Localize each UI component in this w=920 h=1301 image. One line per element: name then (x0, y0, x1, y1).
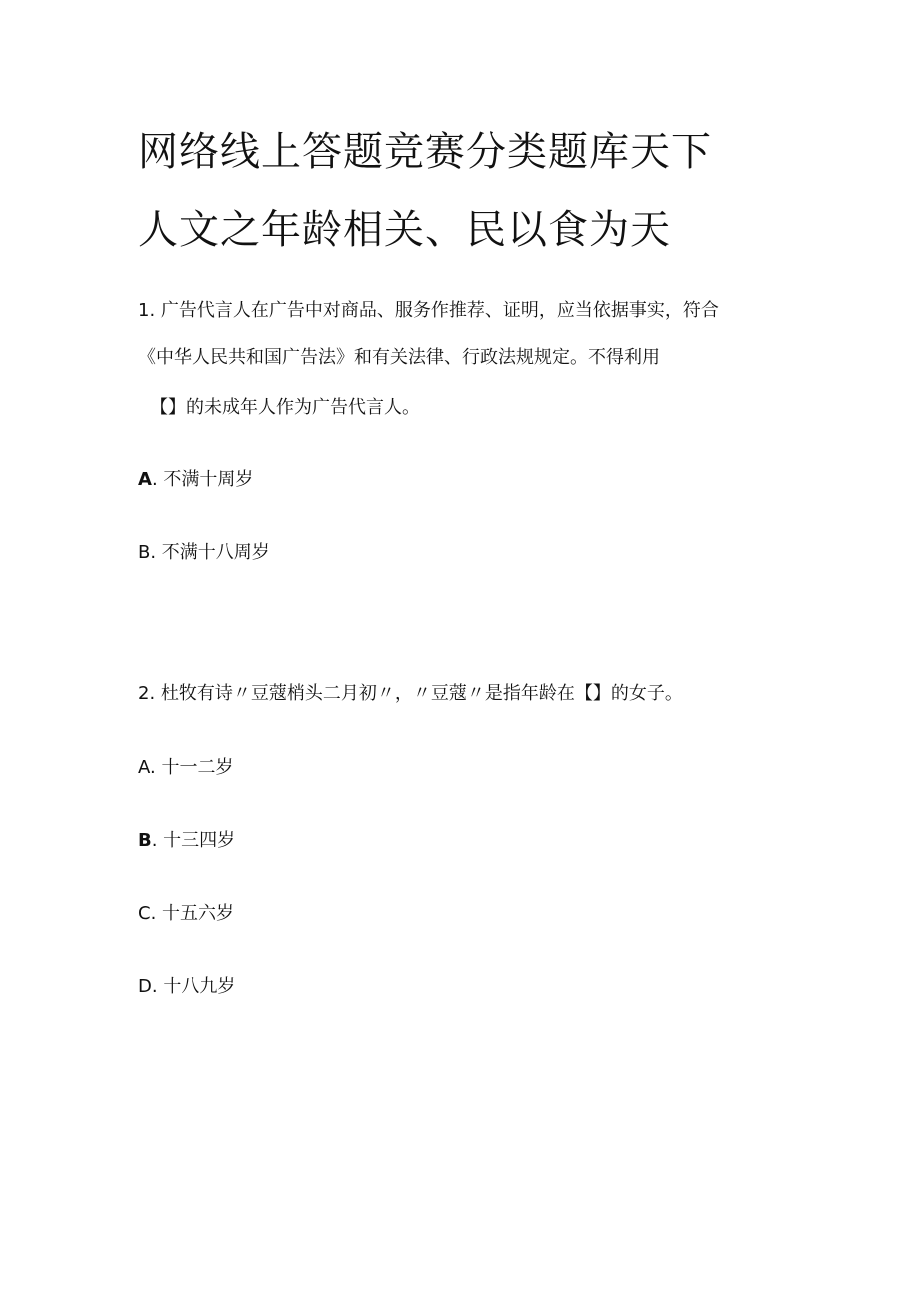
question-2-option-d (138, 974, 235, 1000)
option-text: . 十一二岁 (150, 757, 234, 778)
question-2-option-c (138, 901, 234, 927)
question-1-option-a (138, 467, 253, 493)
question-2-text-line-1: 2. 杜牧有诗〃豆蔻梢头二月初〃，〃豆蔻〃是指年龄在【】的女子。 (138, 683, 683, 704)
question-2-option-b (138, 828, 235, 854)
option-text: . 十八九岁 (151, 976, 236, 997)
option-letter: B (138, 542, 151, 563)
document-title-line-1: 网络线上答题竞赛分类题库天下 (138, 129, 712, 175)
question-2-option-a (138, 755, 233, 781)
option-letter: C (138, 903, 151, 924)
question-1-text-line-3: 【】的未成年人作为广告代言人。 (150, 397, 420, 418)
option-letter: B (138, 830, 152, 851)
option-letter: D (138, 976, 152, 997)
question-1-option-b (138, 540, 270, 566)
question-1-text-line-1: 1. 广告代言人在广告中对商品、服务作推荐、证明，应当依据事实，符合 (138, 300, 719, 321)
option-text: . 不满十八周岁 (150, 542, 270, 563)
document-title-line-2: 人文之年龄相关、民以食为天 (138, 207, 671, 253)
option-text: . 十三四岁 (151, 830, 236, 851)
option-letter: A (138, 757, 150, 778)
option-text: . 不满十周岁 (151, 469, 254, 490)
option-letter: A (138, 469, 152, 490)
option-text: . 十五六岁 (150, 903, 235, 924)
question-1-text-line-2: 《中华人民共和国广告法》和有关法律、行政法规规定。不得利用 (138, 347, 660, 368)
